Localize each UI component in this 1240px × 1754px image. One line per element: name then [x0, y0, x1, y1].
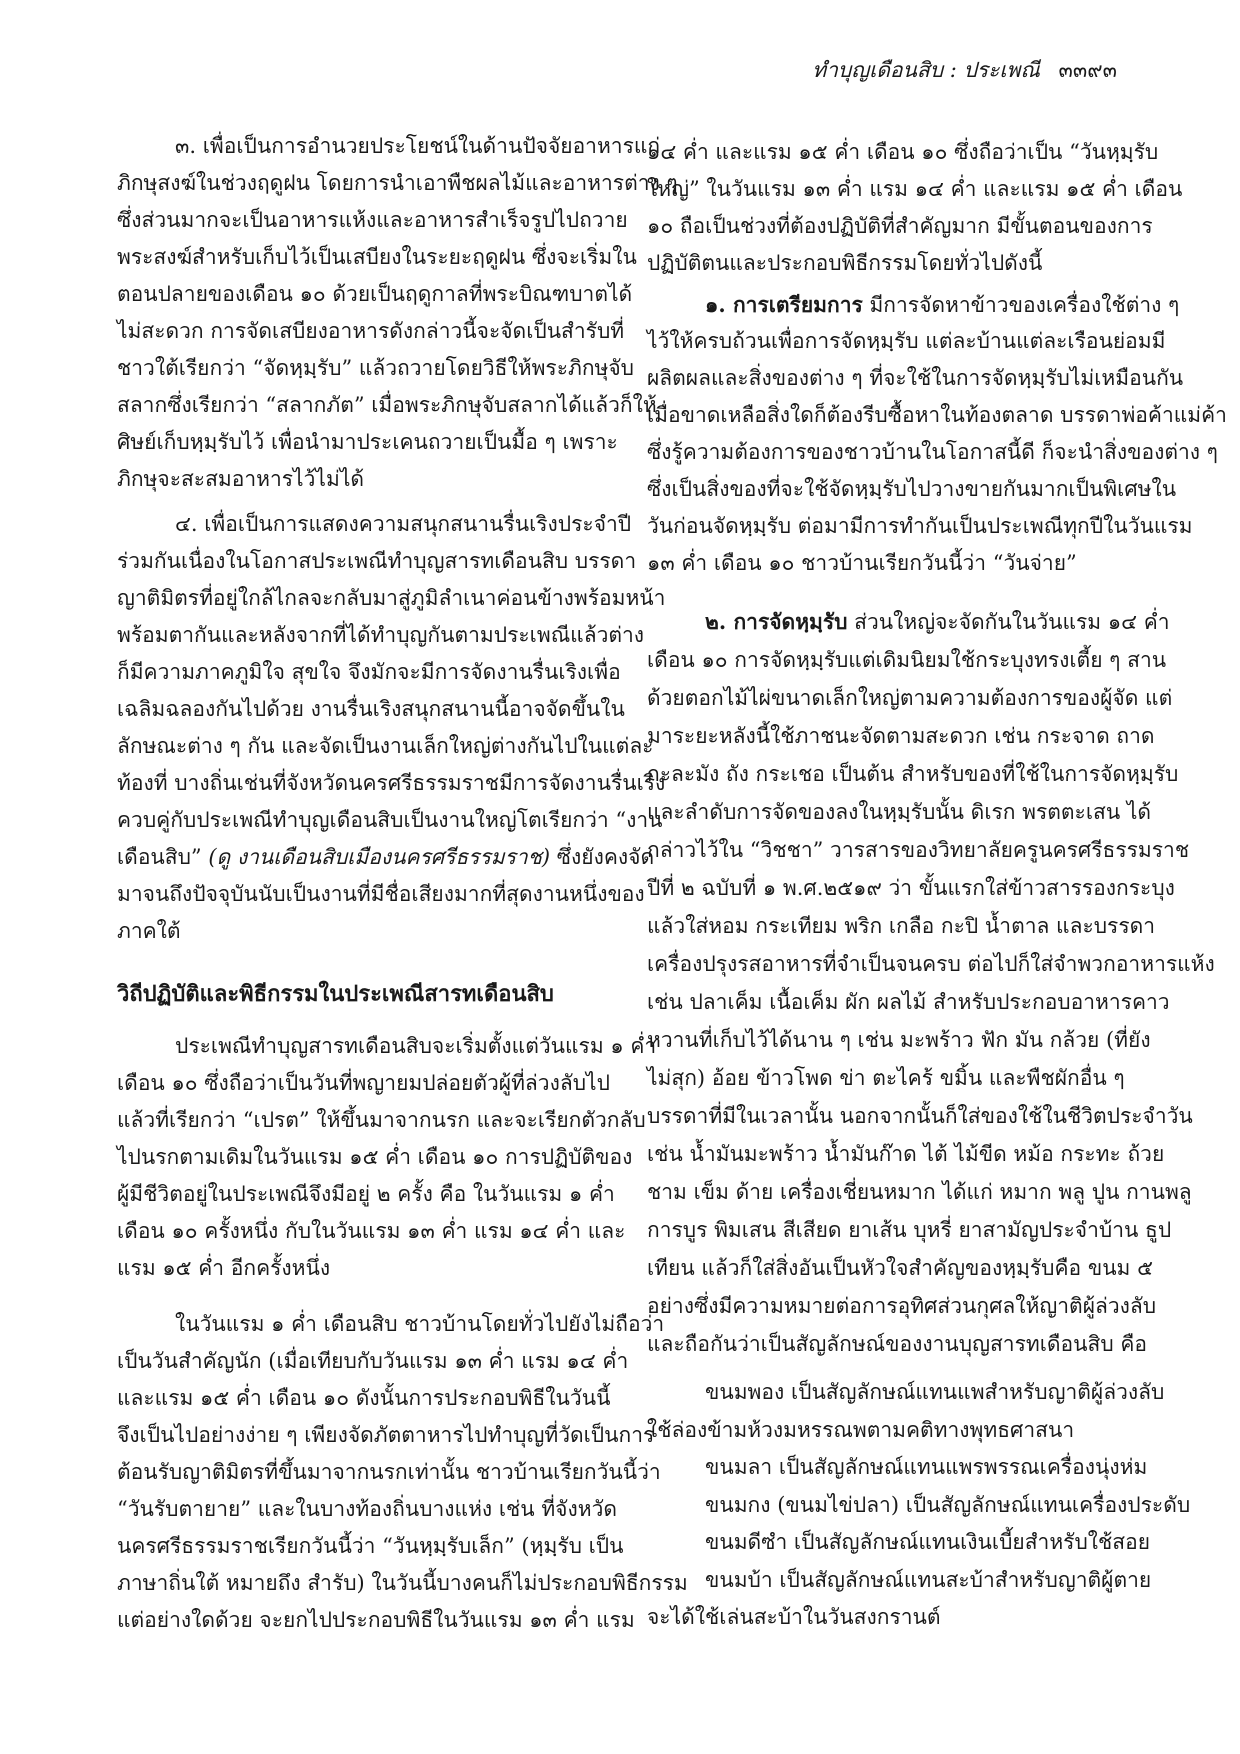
text-line: ซึ่งรู้ความต้องการของชาวบ้านในโอกาสนี้ดี ก็จะนำสิ่งของต่าง ๆ	[647, 440, 1218, 464]
text-line: ญาติมิตรที่อยู่ใกล้ไกลจะกลับมาสู่ภูมิลำเนาค่อนข้างพร้อมหน้า	[117, 586, 666, 610]
paragraph-item-4	[117, 506, 666, 950]
page-number: ๓๓๙๓	[1058, 58, 1117, 82]
text-line: เฉลิมฉลองกันไปด้วย งานรื่นเริงสนุกสนานนี้อาจจัดขึ้นใน	[117, 697, 625, 721]
text-line: ปฏิบัติตนและประกอบพิธีกรรมโดยทั่วไปดังนี้	[647, 251, 1043, 275]
text-line: ประเพณีทำบุญสารทเดือนสิบจะเริ่มตั้งแต่วันแรม ๑ ค่ำ	[175, 1034, 657, 1058]
running-header	[812, 52, 1117, 88]
text-line: ท้องที่ บางถิ่นเช่นที่จังหวัดนครศรีธรรมราชมีการจัดงานรื่นเริง	[117, 771, 666, 795]
paragraph-preparation	[647, 286, 1227, 582]
text-segment: ส่วนใหญ่จะจัดกันในวันแรม ๑๔ ค่ำ	[847, 610, 1170, 634]
text-line: ศิษย์เก็บหฺมฺรับไว้ เพื่อนำมาประเคนถวายเป็นมื้อ ๆ เพราะ	[117, 430, 618, 454]
text-line: ภาคใต้	[117, 919, 181, 943]
text-line: เดือน ๑๐ การจัดหฺมฺรับแต่เดิมนิยมใช้กระบุงทรงเตี้ย ๆ สาน	[647, 648, 1167, 672]
text-line: กะละมัง ถัง กระเชอ เป็นต้น สำหรับของที่ใช้ในการจัดหฺมฺรับ	[647, 762, 1179, 786]
khanom-kong-item	[647, 1487, 1191, 1525]
text-line: แรม ๑๕ ค่ำ อีกครั้งหนึ่ง	[117, 1256, 331, 1280]
text-line: ภิกษุสงฆ์ในช่วงฤดูฝน โดยการนำเอาพืชผลไม้และอาหารต่าง ๆ	[117, 171, 678, 195]
text-line: ใหญ่” ในวันแรม ๑๓ ค่ำ แรม ๑๔ ค่ำ และแรม ๑๕ ค่ำ เดือน	[647, 177, 1183, 201]
text-line: ไม่สะดวก การจัดเสบียงอาหารดังกล่าวนี้จะจัดเป็นสำรับที่	[117, 319, 625, 343]
text-line: มาจนถึงปัจจุบันนับเป็นงานที่มีชื่อเสียงมากที่สุดงานหนึ่งของ	[117, 882, 645, 906]
text-line: ลักษณะต่าง ๆ กัน และจัดเป็นงานเล็กใหญ่ต่างกันไปในแต่ละ	[117, 734, 654, 758]
text-line: ในวันแรม ๑ ค่ำ เดือนสิบ ชาวบ้านโดยทั่วไปยังไม่ถือว่า	[175, 1312, 665, 1336]
khanom-disam-item	[647, 1524, 1151, 1562]
text-line: ชาม เข็ม ด้าย เครื่องเชี่ยนหมาก ได้แก่ หมาก พลู ปูน กานพลู	[647, 1180, 1192, 1204]
text-segment: ซึ่งยังคงจัด	[550, 845, 655, 869]
text-line	[647, 286, 1180, 323]
text-line: พระสงฆ์สำหรับเก็บไว้เป็นเสบียงในระยะฤดูฝน ซึ่งจะเริ่มใน	[117, 245, 637, 269]
text-line: แต่อย่างใดด้วย จะยกไปประกอบพิธีในวันแรม ๑๓ ค่ำ แรม	[117, 1608, 635, 1632]
text-line: กล่าวไว้ใน “วิชชา” วารสารของวิทยาลัยครูนครศรีธรรมราช	[647, 838, 1190, 862]
text-line: ๑๔ ค่ำ และแรม ๑๕ ค่ำ เดือน ๑๐ ซึ่งถือว่าเป็น “วันหฺมฺรับ	[647, 140, 1159, 164]
section-heading: วิถีปฏิบัติและพิธีกรรมในประเพณีสารทเดือนสิบ	[117, 981, 554, 1007]
text-line: เมื่อขาดเหลือสิ่งใดก็ต้องรีบซื้อหาในท้องตลาด บรรดาพ่อค้าแม่ค้า	[647, 403, 1227, 427]
text-line: บรรดาที่มีในเวลานั้น นอกจากนั้นก็ใส่ของใช้ในชีวิตประจำวัน	[647, 1104, 1193, 1128]
text-line: เทียน แล้วก็ใส่สิ่งอันเป็นหัวใจสำคัญของหฺมฺรับคือ ขนม ๕	[647, 1256, 1153, 1280]
text-line: ก็มีความภาคภูมิใจ สุขใจ จึงมักจะมีการจัดงานรื่นเริงเพื่อ	[117, 660, 621, 684]
text-line	[117, 839, 655, 876]
text-line: ตอนปลายของเดือน ๑๐ ด้วยเป็นฤดูกาลที่พระบิณฑบาตได้	[117, 282, 633, 306]
text-line: ไม่สุก) อ้อย ข้าวโพด ข่า ตะไคร้ ขมิ้น และพืชผักอื่น ๆ	[647, 1066, 1125, 1090]
text-line: แล้วที่เรียกว่า “เปรต” ให้ขึ้นมาจากนรก และจะเรียกตัวกลับ	[117, 1108, 646, 1132]
text-line: แล้วใส่หอม กระเทียม พริก เกลือ กะปิ น้ำตาล และบรรดา	[647, 914, 1156, 938]
text-line: “วันรับตายาย” และในบางท้องถิ่นบางแห่ง เช่น ที่จังหวัด	[117, 1497, 618, 1521]
text-line: ขนมลา เป็นสัญลักษณ์แทนแพรพรรณเครื่องนุ่งห่ม	[705, 1455, 1148, 1479]
text-line: จึงเป็นไปอย่างง่าย ๆ เพียงจัดภัตตาหารไปทำบุญที่วัดเป็นการ	[117, 1423, 655, 1447]
text-line: ขนมบ้า เป็นสัญลักษณ์แทนสะบ้าสำหรับญาติผู้ตาย	[705, 1567, 1152, 1592]
text-line: เป็นวันสำคัญนัก (เมื่อเทียบกับวันแรม ๑๓ ค่ำ แรม ๑๔ ค่ำ	[117, 1349, 629, 1373]
item-label: ๑. การเตรียมการ	[705, 292, 863, 317]
text-line: เครื่องปรุงรสอาหารที่จำเป็นจนครบ ต่อไปก็ใส่จำพวกอาหารแห้ง	[647, 952, 1215, 976]
text-line: ๔. เพื่อเป็นการแสดงความสนุกสนานรื่นเริงประจำปี	[175, 512, 632, 536]
cross-reference: (ดู งานเดือนสิบเมืองนครศรีธรรมราช)	[208, 845, 551, 869]
text-line: สลากซึ่งเรียกว่า “สลากภัต” เมื่อพระภิกษุจับสลากได้แล้วก็ให้	[117, 393, 657, 417]
paragraph-item-3	[117, 128, 678, 498]
text-line: และลำดับการจัดของลงในหฺมฺรับนั้น ดิเรก พรตตะเสน ได้	[647, 800, 1152, 824]
text-line: ใช้ล่องข้ามห้วงมหรรณพตามคติทางพุทธศาสนา	[647, 1417, 1075, 1442]
text-line: ควบคู่กับประเพณีทำบุญเดือนสิบเป็นงานใหญ่โตเรียกว่า “งาน	[117, 808, 663, 832]
khanom-la-item	[647, 1449, 1148, 1487]
text-line: ไปนรกตามเดิมในวันแรม ๑๕ ค่ำ เดือน ๑๐ การปฏิบัติของ	[117, 1145, 633, 1169]
text-line: ต้อนรับญาติมิตรที่ขึ้นมาจากนรกเท่านั้น ชาวบ้านเรียกวันนี้ว่า	[117, 1460, 661, 1484]
khanom-list	[647, 1374, 1191, 1637]
text-line: ๑๐ ถือเป็นช่วงที่ต้องปฏิบัติที่สำคัญมาก มีขั้นตอนของการ	[647, 214, 1153, 238]
text-line: เช่น น้ำมันมะพร้าว น้ำมันก๊าด ไต้ ไม้ขีด หม้อ กระทะ ถ้วย	[647, 1142, 1165, 1166]
text-line: ผู้มีชีวิตอยู่ในประเพณีจึงมีอยู่ ๒ ครั้ง คือ ในวันแรม ๑ ค่ำ	[117, 1182, 615, 1206]
text-line: เดือน ๑๐ ซึ่งถือว่าเป็นวันที่พญายมปล่อยตัวผู้ที่ล่วงลับไป	[117, 1071, 610, 1095]
text-line: ๓. เพื่อเป็นการอำนวยประโยชน์ในด้านปัจจัยอาหารแก่	[175, 134, 661, 158]
text-line: ขนมพอง เป็นสัญลักษณ์แทนแพสำหรับญาติผู้ล่วงลับ	[705, 1380, 1165, 1404]
text-line: เช่น ปลาเค็ม เนื้อเค็ม ผัก ผลไม้ สำหรับประกอบอาหารคาว	[647, 990, 1170, 1014]
text-line: ผลิตผลและสิ่งของต่าง ๆ ที่จะใช้ในการจัดหฺมฺรับไม่เหมือนกัน	[647, 366, 1184, 390]
khanom-ba-item	[647, 1562, 1152, 1637]
text-line: ด้วยตอกไม้ไผ่ขนาดเล็กใหญ่ตามความต้องการของผู้จัด แต่	[647, 686, 1173, 710]
text-line: ภาษาถิ่นใต้ หมายถึง สำรับ) ในวันนี้บางคนก็ไม่ประกอบพิธีกรรม	[117, 1571, 688, 1595]
paragraph-continued	[647, 134, 1183, 282]
text-line: นครศรีธรรมราชเรียกวันนี้ว่า “วันหฺมฺรับเล็ก” (หฺมฺรับ เป็น	[117, 1534, 624, 1558]
text-line: ภิกษุจะสะสมอาหารไว้ไม่ได้	[117, 467, 365, 491]
text-segment: เดือนสิบ”	[117, 845, 209, 869]
text-line: ขนมกง (ขนมไข่ปลา) เป็นสัญลักษณ์แทนเครื่องประดับ	[705, 1492, 1191, 1517]
text-line: อย่างซึ่งมีความหมายต่อการอุทิศส่วนกุศลให้ญาติผู้ล่วงลับ	[647, 1294, 1157, 1318]
text-line	[647, 603, 1170, 641]
text-line: วันก่อนจัดหฺมฺรับ ต่อมามีการทำกันเป็นประเพณีทุกปีในวันแรม	[647, 514, 1193, 538]
text-line: พร้อมตากันและหลังจากที่ได้ทำบุญกันตามประเพณีแล้วต่าง	[117, 623, 645, 647]
text-line: ร่วมกันเนื่องในโอกาสประเพณีทำบุญสารทเดือนสิบ บรรดา	[117, 549, 637, 573]
text-line: การบูร พิมเสน สีเสียด ยาเส้น บุหรี่ ยาสามัญประจำบ้าน ธูป	[647, 1218, 1172, 1242]
text-line: ปีที่ ๒ ฉบับที่ ๑ พ.ศ.๒๕๑๙ ว่า ขั้นแรกใส่ข้าวสารรองกระบุง	[647, 876, 1175, 900]
paragraph-intro	[117, 1028, 657, 1287]
paragraph-arranging-mrap	[647, 603, 1215, 1363]
text-line: มาระยะหลังนี้ใช้ภาชนะจัดตามสะดวก เช่น กระจาด ถาด	[647, 724, 1155, 748]
text-line: ชาวใต้เรียกว่า “จัดหฺมฺรับ” แล้วถวายโดยวิธีให้พระภิกษุจับ	[117, 356, 635, 380]
text-segment: มีการจัดหาข้าวของเครื่องใช้ต่าง ๆ	[862, 293, 1180, 317]
running-title: ทำบุญเดือนสิบ : ประเพณี	[812, 58, 1040, 82]
text-line: ๑๓ ค่ำ เดือน ๑๐ ชาวบ้านเรียกวันนี้ว่า “วันจ่าย”	[647, 551, 1077, 575]
paragraph-first-day	[117, 1306, 688, 1639]
text-line: ไว้ให้ครบถ้วนเพื่อการจัดหฺมฺรับ แต่ละบ้านแต่ละเรือนย่อมมี	[647, 329, 1166, 353]
khanom-pong-item	[647, 1374, 1165, 1449]
text-line: ซึ่งเป็นสิ่งของที่จะใช้จัดหฺมฺรับไปวางขายกันมากเป็นพิเศษใน	[647, 477, 1177, 501]
text-line: และถือกันว่าเป็นสัญลักษณ์ของงานบุญสารทเดือนสิบ คือ	[647, 1332, 1147, 1356]
item-label: ๒. การจัดหฺมฺรับ	[705, 609, 848, 634]
text-line: ซึ่งส่วนมากจะเป็นอาหารแห้งและอาหารสำเร็จรูปไปถวาย	[117, 208, 628, 232]
text-line: และแรม ๑๕ ค่ำ เดือน ๑๐ ดังนั้นการประกอบพิธีในวันนี้	[117, 1386, 611, 1410]
text-line: เดือน ๑๐ ครั้งหนึ่ง กับในวันแรม ๑๓ ค่ำ แรม ๑๔ ค่ำ และ	[117, 1219, 626, 1243]
text-line: จะได้ใช้เล่นสะบ้าในวันสงกรานต์	[647, 1605, 941, 1629]
text-line: หวานที่เก็บไว้ได้นาน ๆ เช่น มะพร้าว ฟัก มัน กล้วย (ที่ยัง	[647, 1028, 1151, 1052]
text-line: ขนมดีซำ เป็นสัญลักษณ์แทนเงินเบี้ยสำหรับใช้สอย	[705, 1530, 1151, 1554]
